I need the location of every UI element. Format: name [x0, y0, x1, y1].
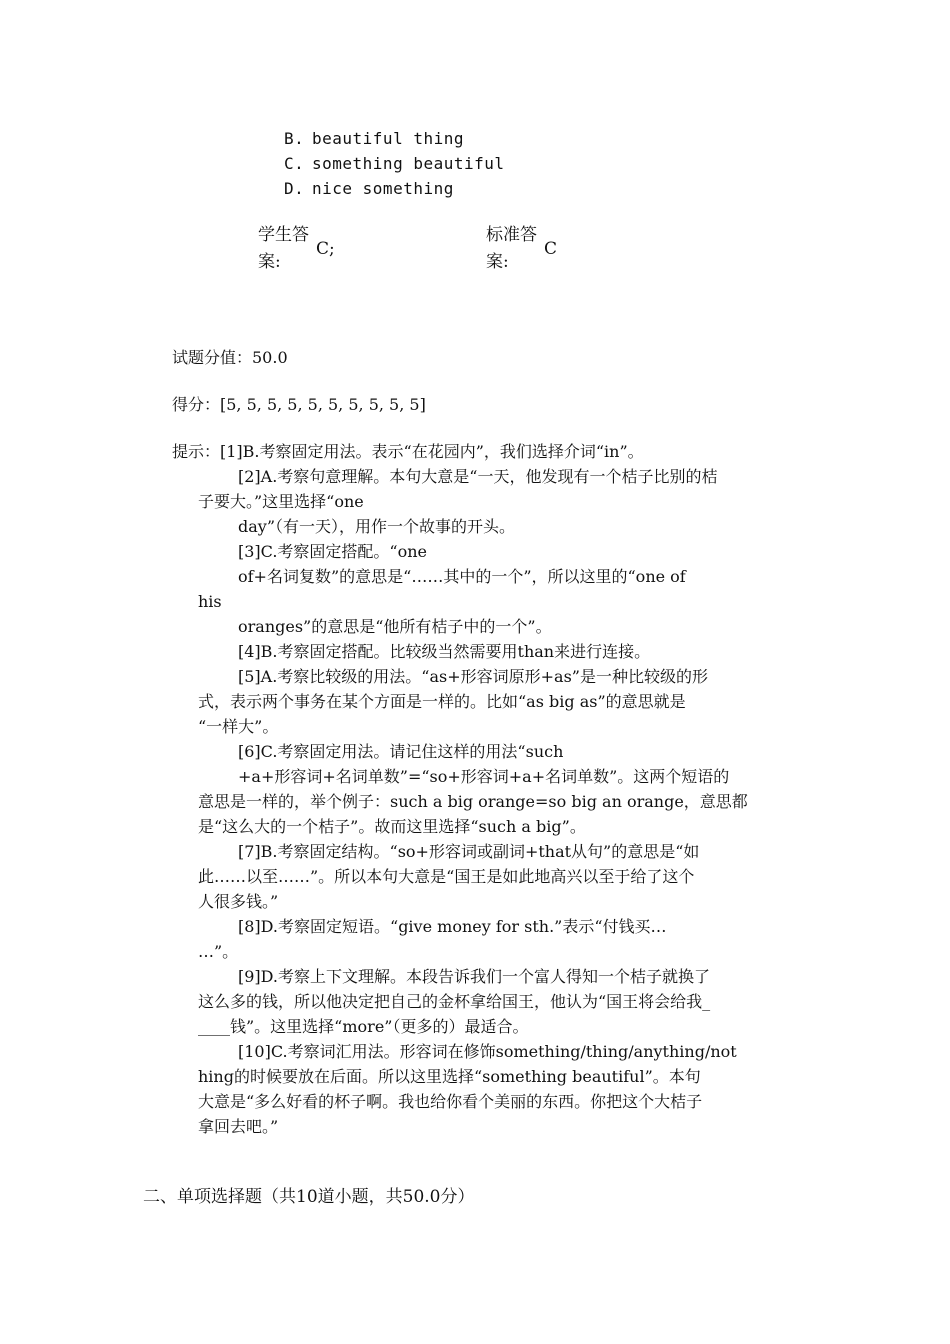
student-answer-label-1: 学生答: [258, 225, 309, 245]
hint-line: “一样大”。: [198, 717, 279, 736]
hint-line: [10]C.考察词汇用法。形容词在修饰something/thing/anything/not: [238, 1042, 737, 1061]
hint-line: oranges”的意思是“他所有桔子中的一个”。: [238, 617, 552, 636]
student-answer-value: C;: [316, 239, 335, 259]
hint-line: ____钱”。这里选择“more”（更多的）最适合。: [198, 1017, 529, 1036]
hint-line: 人很多钱。”: [198, 892, 279, 911]
hint-line: [5]A.考察比较级的用法。“as+形容词原形+as”是一种比较级的形: [238, 667, 708, 686]
hint-line: [4]B.考察固定搭配。比较级当然需要用than来进行连接。: [238, 642, 651, 661]
option-b: [284, 126, 464, 151]
option-text: beautiful thing: [312, 129, 464, 148]
hint-line: +a+形容词+名词单数”=“so+形容词+a+名词单数”。这两个短语的: [238, 767, 730, 786]
hint-line: [8]D.考察固定短语。“give money for sth.”表示“付钱买…: [238, 917, 667, 936]
option-letter: D.: [284, 179, 305, 198]
option-d: [284, 176, 454, 201]
hint-line: hing的时候要放在后面。所以这里选择“something beautiful”。本句: [198, 1067, 701, 1086]
option-letter: B.: [284, 129, 305, 148]
standard-answer-value: C: [544, 239, 558, 259]
hint-line: [6]C.考察固定用法。请记住这样的用法“such: [238, 742, 564, 761]
option-letter: C.: [284, 154, 305, 173]
hint-line: [2]A.考察句意理解。本句大意是“一天，他发现有一个桔子比别的桔: [238, 467, 718, 486]
hint-line: 意思是一样的，举个例子：such a big orange=so big an orange，意思都: [198, 792, 748, 811]
student-answer: [258, 222, 378, 282]
hint-line: day”（有一天），用作一个故事的开头。: [238, 517, 516, 536]
hint-line: 大意是“多么好看的杯子啊。我也给你看个美丽的东西。你把这个大桔子: [198, 1092, 703, 1111]
standard-answer: [486, 222, 606, 282]
hint-line: 拿回去吧。”: [198, 1117, 279, 1136]
option-c: [284, 151, 505, 176]
section-heading: 二、单项选择题（共10道小题，共50.0分）: [143, 1187, 475, 1207]
hint-line: 子要大。”这里选择“one: [198, 492, 364, 511]
score-value: 试题分值：50.0: [172, 348, 288, 367]
option-text: something beautiful: [312, 154, 505, 173]
hint-line: [9]D.考察上下文理解。本段告诉我们一个富人得知一个桔子就换了: [238, 967, 711, 986]
hint-line: [7]B.考察固定结构。“so+形容词或副词+that从句”的意思是“如: [238, 842, 700, 861]
score-got: 得分：[5, 5, 5, 5, 5, 5, 5, 5, 5, 5]: [172, 395, 426, 414]
standard-answer-label-2: 案:: [486, 252, 509, 272]
hint-line: his: [198, 592, 222, 611]
hint-line: 这么多的钱，所以他决定把自己的金杯拿给国王，他认为“国王将会给我_: [198, 992, 711, 1011]
hint-line: [3]C.考察固定搭配。“one: [238, 542, 428, 561]
hint-line: 提示：[1]B.考察固定用法。表示“在花园内”，我们选择介词“in”。: [172, 442, 644, 461]
hint-line: …”。: [198, 942, 239, 961]
hint-line: of+名词复数”的意思是“……其中的一个”，所以这里的“one of: [238, 567, 686, 586]
student-answer-label-2: 案:: [258, 252, 281, 272]
standard-answer-label-1: 标准答: [486, 225, 537, 245]
option-text: nice something: [312, 179, 454, 198]
hint-line: 是“这么大的一个桔子”。故而这里选择“such a big”。: [198, 817, 586, 836]
hint-line: 式，表示两个事务在某个方面是一样的。比如“as big as”的意思就是: [198, 692, 686, 711]
hint-line: 此……以至……”。所以本句大意是“国王是如此地高兴以至于给了这个: [198, 867, 695, 886]
